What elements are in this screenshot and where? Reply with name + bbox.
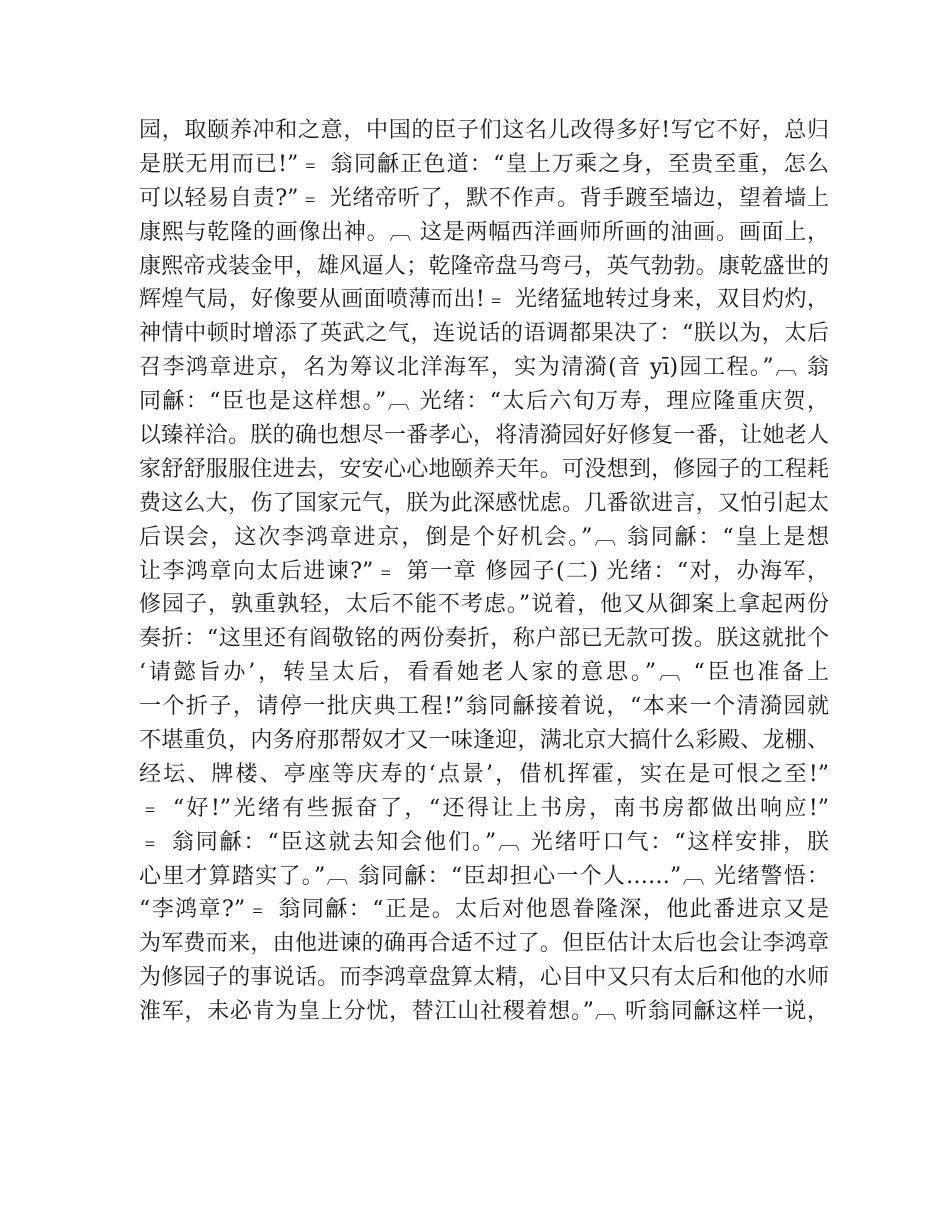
text-line: ‘请懿旨办’，转呈太后，看看她老人家的意思。”︹ “臣也准备上 [139,660,829,686]
text-line: 修园子，孰重孰轻，太后不能不考虑。”说着，他又从御案上拿起两份 [139,592,829,618]
text-line: 以臻祥洽。朕的确也想尽一番孝心，将清漪园好好修复一番，让她老人 [139,423,829,449]
text-line: 经坛、牌楼、亭座等庆寿的‘点景’，借机挥霍，实在是可恨之至!” [139,761,829,787]
text-line: 是朕无用而已!”﹦ 翁同龢正色道：“皇上万乘之身，至贵至重，怎么 [139,151,829,177]
text-line: 后误会，这次李鸿章进京，倒是个好机会。”︹ 翁同龢：“皇上是想 [139,524,829,550]
text-line: 神情中顿时增添了英武之气，连说话的语调都果决了：“朕以为，太后 [139,321,829,347]
text-line: 为修园子的事说话。而李鸿章盘算太精，心目中又只有太后和他的水师 [139,965,829,991]
text-line: 不堪重负，内务府那帮奴才又一味逢迎，满北京大搞什么彩殿、龙棚、 [139,728,829,754]
text-line: 康熙与乾隆的画像出神。︹ 这是两幅西洋画师所画的油画。画面上， [139,219,829,245]
text-line: 淮军，未必肯为皇上分忧，替江山社稷着想。”︹ 听翁同龢这样一说， [139,999,829,1025]
text-line: 家舒舒服服住进去，安安心心地颐养天年。可没想到，修园子的工程耗 [139,456,829,482]
text-line: ﹦ 翁同龢：“臣这就去知会他们。”︹ 光绪吁口气：“这样安排，朕 [139,829,829,855]
text-line: 召李鸿章进京，名为筹议北洋海军，实为清漪(音 yī)园工程。”︹ 翁 [139,355,829,381]
body-text [139,114,829,1029]
text-line: 辉煌气局，好像要从画面喷薄而出!﹦ 光绪猛地转过身来，双目灼灼， [139,287,829,313]
text-line: 园，取颐养冲和之意，中国的臣子们这名儿改得多好!写它不好，总归 [139,118,829,143]
text-line: 为军费而来，由他进谏的确再合适不过了。但臣估计太后也会让李鸿章 [139,931,829,957]
text-line: 奏折：“这里还有阎敬铭的两份奏折，称户部已无款可拨。朕这就批个 [139,626,829,652]
text-line: 费这么大，伤了国家元气，朕为此深感忧虑。几番欲进言，又怕引起太 [139,490,829,516]
text-line: 心里才算踏实了。”︹ 翁同龢：“臣却担心一个人……”︹ 光绪警悟： [139,863,829,889]
text-line: 同龢：“臣也是这样想。”︹ 光绪：“太后六旬万寿，理应隆重庆贺， [139,389,829,415]
text-line: 康熙帝戎装金甲，雄风逼人；乾隆帝盘马弯弓，英气勃勃。康乾盛世的 [139,253,829,279]
chapter-heading-line: 让李鸿章向太后进谏?”﹦ 第一章 修园子(二) 光绪：“对，办海军， [139,558,829,584]
text-line: ﹦ “好!”光绪有些振奋了，“还得让上书房，南书房都做出响应!” [139,795,829,821]
text-line: 一个折子，请停一批庆典工程!”翁同龢接着说，“本来一个清漪园就 [139,694,829,720]
text-line: “李鸿章?”﹦ 翁同龢：“正是。太后对他恩眷隆深，他此番进京又是 [139,897,829,923]
text-line: 可以轻易自责?”﹦ 光绪帝听了，默不作声。背手踱至墙边，望着墙上 [139,185,829,211]
